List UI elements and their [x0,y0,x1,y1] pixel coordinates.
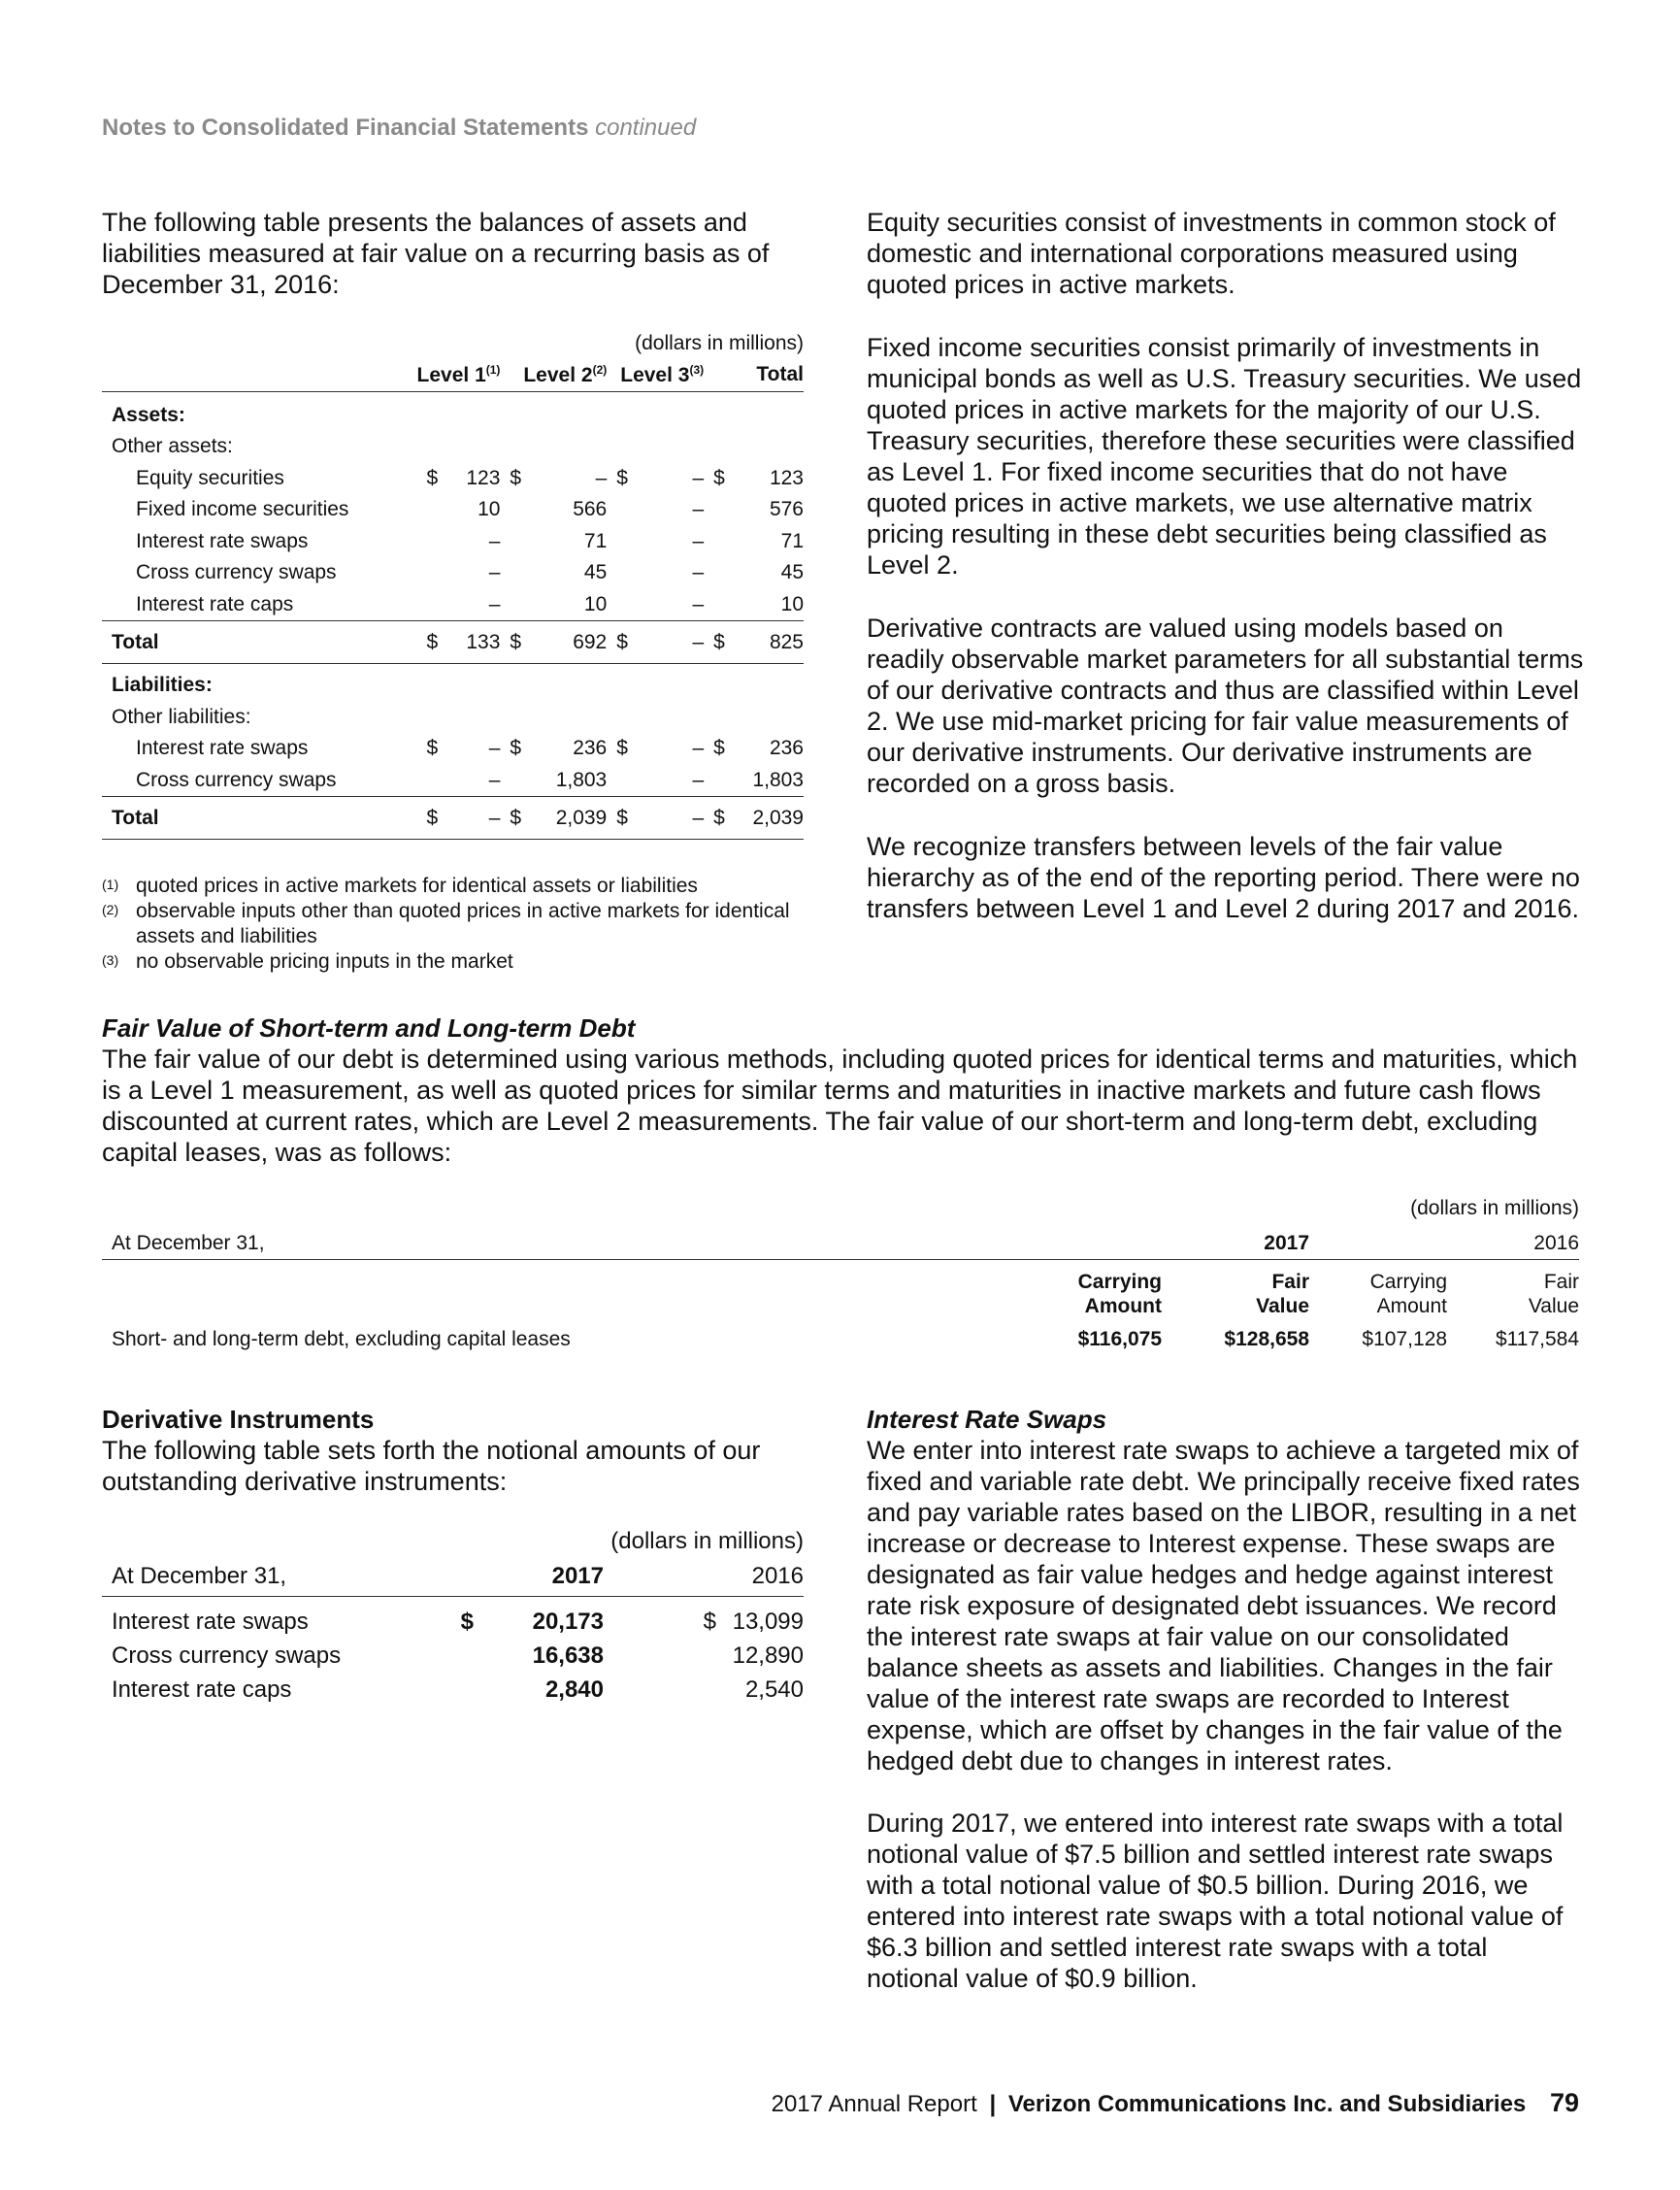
table-cell: 71 [583,529,608,552]
dollar-sign: $ [510,737,522,760]
table-row [102,400,804,432]
col-header-total: Total [756,363,804,386]
debt-f2016: $117,584 [1495,1328,1579,1350]
table-cell: – [488,768,501,791]
page-header [102,115,696,142]
table-row [102,1639,804,1673]
table-cell: 10 [780,592,804,615]
table-row [102,589,804,621]
swaps-section [867,1404,1585,1994]
dollar-sign [607,557,636,589]
dollar-sign [607,765,636,797]
swaps-paragraph-1: We enter into interest rate swaps to achieve a targeted mix of fixed and variable rate debt. We principally receive fixed rates and pay variable rates based on the LIBOR, resulting in a net increase or decrease to Interest expense. These swaps are designated as fair value hedges and hedge against interest rate risk exposure of designated debt issuances. We record the interest rate swaps at fair value on our consolidated balance sheets as assets and liabilities. Changes in the fair value of the interest rate swaps are recorded to Interest expense, which are offset by changes in the fair value of the hedged debt due to changes in interest rates. [867,1436,1580,1775]
table-cell: – [692,498,705,521]
debt-section-title: Fair Value of Short-term and Long-term Debt [102,1013,636,1043]
table-cell: 576 [769,498,804,521]
dollar-sign: $ [426,466,439,489]
row-label: Fixed income securities [136,498,349,521]
derivative-section-body: The following table sets forth the notional amounts of our outstanding derivative instruments: [102,1436,761,1496]
debt-carrying-2016: Carrying Amount [1369,1271,1447,1317]
col-header-level1: Level 1$^{(1)}$ [416,362,501,386]
row-label: Interest rate caps [112,1676,292,1703]
row-label: Liabilities: [112,674,213,697]
table-cell: 123 [466,466,501,489]
dollar-sign [417,765,446,797]
row-label: Cross currency swaps [112,1642,342,1669]
col-header-level2: Level 2$^{(2)}$ [523,362,608,386]
table-row [102,463,804,495]
dollar-sign [607,526,636,558]
table-row [102,431,804,463]
table-cell: 10 [478,498,501,521]
debt-c2016: $107,128 [1362,1328,1447,1350]
value-2017: 2,840 [544,1676,604,1703]
dollar-sign [704,494,733,526]
dollar-sign [500,765,529,797]
debt-at-label: At December 31, [112,1232,265,1254]
footnote: (2) observable inputs other than quoted prices in active markets for identical assets and liabilities [102,900,790,947]
dollar-sign: $ [510,806,522,829]
footnote: (3) no observable pricing inputs in the market [102,950,513,973]
debt-section [102,1012,1587,1168]
table-cell: 236 [769,737,804,760]
page-number: 79 [1549,2088,1579,2117]
fair-value-table-wrapper [102,328,804,840]
dollar-sign: $ [426,737,439,760]
page-footer [772,2088,1579,2118]
debt-year-2016: 2016 [1533,1232,1579,1254]
row-label: Interest rate swaps [136,529,309,552]
dollar-sign: $ [713,466,725,489]
intro-paragraph: The following table presents the balances of assets and liabilities measured at fair value on a recurring basis as of December 31, 2016: [102,208,770,299]
row-label: Cross currency swaps [136,561,337,584]
fixed-income-paragraph: Fixed income securities consist primarily of investments in municipal bonds as well as U.S. Treasury securities. We used quoted prices in active markets for the majority of our U.S. Treasury securities, therefore these securities were classified as Level 1. For fixed income securities that do not have quoted prices in active markets, we use alternative matrix pricing resulting in these debt securities being classified as Level 2. [867,333,1582,580]
row-label: Equity securities [136,466,284,489]
table-cell: 123 [769,466,804,489]
table-cell: – [692,630,705,653]
table-row [102,1673,804,1707]
value-2017: 16,638 [532,1642,604,1669]
table-row [102,494,804,526]
table-row [102,1324,1579,1357]
dollar-sign: $ [616,806,628,829]
dollar-sign: $ [713,630,725,653]
dollar-sign: $ [713,806,725,829]
debt-c2017: $116,075 [1077,1328,1162,1350]
table-cell: – [595,466,608,489]
table-cell: – [692,806,705,829]
row-label: Interest rate swaps [136,737,309,760]
table-cell: 1,803 [555,768,608,791]
value-2016: 13,099 [732,1609,804,1635]
dollar-sign: $ [616,466,628,489]
footnotes [102,874,801,975]
debt-section-body: The fair value of our debt is determined using various methods, including quoted prices for identical terms and maturities, which is a Level 1 measurement, as well as quoted prices for similar terms and maturities in inactive markets and future cash flows discounted at current rates, which are Level 2 measurements. The fair value of our short-term and long-term debt, excluding capital leases, was as follows: [102,1045,1578,1167]
debt-table-header [102,1226,1579,1260]
dollar-sign: $ [616,737,628,760]
table-cell: 1,803 [752,768,804,791]
header-continued: continued [595,115,697,141]
value-2016: 12,890 [732,1642,804,1669]
debt-year-2017: 2017 [1264,1232,1309,1254]
dollar-sign [607,494,636,526]
dollar-sign: $ [460,1609,474,1635]
header-title: Notes to Consolidated Financial Statements [102,115,589,141]
table-cell: 692 [573,630,608,653]
dollar-sign [417,589,446,621]
fair-value-table [102,359,804,840]
row-label: Cross currency swaps [136,768,337,791]
row-label: Interest rate swaps [112,1609,309,1635]
dollar-sign [704,526,733,558]
dollar-sign [417,526,446,558]
dollar-sign: $ [426,806,439,829]
value-2016: 2,540 [744,1676,804,1703]
table-row [102,797,804,840]
table-cell: – [488,806,501,829]
dollar-sign [704,557,733,589]
table-row [102,670,804,702]
row-label: Other assets: [112,435,233,458]
table-row [102,733,804,765]
table-row [102,1605,804,1639]
table-cell: – [692,737,705,760]
derivative-table [102,1524,804,1707]
table-cell: 566 [573,498,608,521]
derivative-at-label: At December 31, [112,1563,287,1589]
dollar-sign [500,589,529,621]
table-cell: – [488,529,501,552]
dollar-sign [417,494,446,526]
unit-note: (dollars in millions) [635,332,804,354]
transfers-paragraph: We recognize transfers between levels of the fair value hierarchy as of the end of the reporting period. There were no transfers between Level 1 and Level 2 during 2017 and 2016. [867,832,1580,923]
debt-row-label: Short- and long-term debt, excluding capital leases [112,1328,571,1350]
dollar-sign [704,765,733,797]
dollar-sign [607,589,636,621]
footer-separator: | [989,2091,997,2117]
table-cell: – [692,466,705,489]
dollar-sign [704,589,733,621]
table-row [102,765,804,797]
table-row [102,621,804,664]
equity-paragraph: Equity securities consist of investments in common stock of domestic and international corporations measured using quoted prices in active markets. [867,208,1556,299]
dollar-sign: $ [510,630,522,653]
dollar-sign [417,557,446,589]
table-header-row [102,359,804,391]
table-cell: 825 [769,630,804,653]
derivative-contracts-paragraph: Derivative contracts are valued using models based on readily observable market parameters for all substantial terms of our derivative contracts and thus are classified within Level 2. We use mid-market pricing for fair value measurements of our derivative instruments. Our derivative instruments are recorded on a gross basis. [867,614,1584,798]
dollar-sign: $ [510,466,522,489]
dollar-sign: $ [426,630,439,653]
derivative-year-2016: 2016 [751,1563,804,1589]
table-cell: 236 [573,737,608,760]
dollar-sign [500,557,529,589]
table-cell: – [692,592,705,615]
value-2017: 20,173 [532,1609,604,1635]
table-cell: – [488,561,501,584]
derivative-unit-note: (dollars in millions) [610,1528,804,1554]
table-row [102,557,804,589]
dollar-sign [500,526,529,558]
derivative-section [102,1404,801,1497]
table-cell: 71 [780,529,804,552]
dollar-sign: $ [616,630,628,653]
col-header-level3: Level 3$^{(3)}$ [620,362,705,386]
table-cell: 45 [583,561,608,584]
debt-f2017: $128,658 [1224,1328,1309,1350]
table-row [102,391,804,400]
table-cell: – [692,768,705,791]
row-label: Total [112,806,159,829]
derivative-section-title: Derivative Instruments [102,1405,375,1434]
debt-fair-2016: Fair Value [1528,1271,1579,1317]
right-column [867,207,1585,924]
footer-company: Verizon Communications Inc. and Subsidiaries [1007,2091,1527,2117]
table-cell: 2,039 [555,806,608,829]
table-cell: – [692,529,705,552]
dollar-sign: $ [703,1609,716,1635]
row-label: Other liabilities: [112,705,251,728]
debt-unit-note: (dollars in millions) [1410,1197,1579,1219]
table-row [102,526,804,558]
dollar-sign: $ [713,737,725,760]
derivative-year-2017: 2017 [551,1563,604,1589]
table-cell: 10 [583,592,608,615]
derivative-table-header [102,1559,804,1597]
swaps-paragraph-2: During 2017, we entered into interest rate swaps with a total notional value of $7.5 billion and settled interest rate swaps with a total notional value of $0.5 billion. During 2016, we entered into interest rate swaps with a total notional value of $6.3 billion and settled interest rate swaps with a total notional value of $0.9 billion. [867,1808,1564,1993]
debt-subheader [102,1260,1579,1324]
row-label: Interest rate caps [136,592,294,615]
table-cell: 45 [780,561,804,584]
debt-carrying-2017: Carrying Amount [1077,1271,1162,1317]
table-cell: – [488,737,501,760]
dollar-sign [500,494,529,526]
footnote: (1) quoted prices in active markets for identical assets or liabilities [102,875,698,897]
table-cell: 2,039 [752,806,804,829]
row-label: Total [112,630,159,653]
swaps-section-title: Interest Rate Swaps [867,1405,1107,1434]
footer-report: 2017 Annual Report [771,2091,977,2117]
table-row [102,702,804,734]
table-cell: – [692,561,705,584]
debt-fair-2017: Fair Value [1256,1271,1309,1317]
table-cell: 133 [466,630,501,653]
row-label: Assets: [112,403,185,426]
debt-table [102,1197,1579,1357]
table-cell: – [488,592,501,615]
